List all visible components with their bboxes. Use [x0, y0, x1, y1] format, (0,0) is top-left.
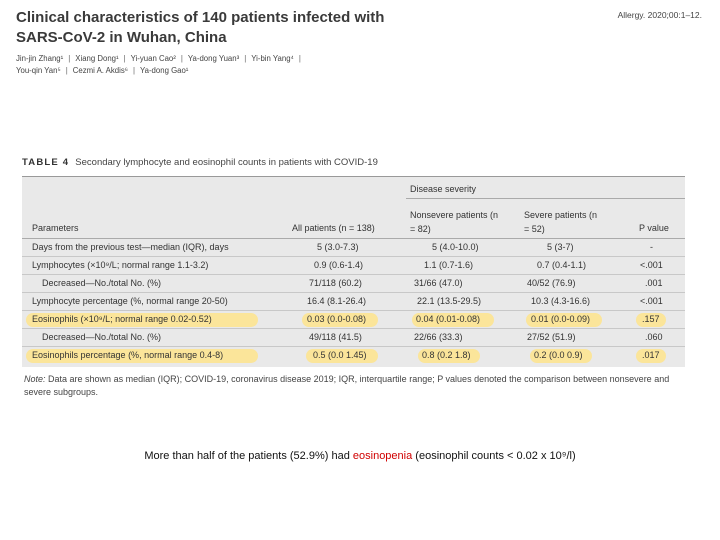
- divider: [22, 328, 685, 329]
- cell-p: .001: [645, 278, 663, 288]
- header-all-patients: All patients (n = 138): [292, 223, 375, 233]
- divider: [22, 256, 685, 257]
- author: Xiang Dong¹: [75, 54, 119, 63]
- cell-param: Decreased—No./total No. (%): [42, 278, 162, 288]
- cell-severe: 40/52 (76.9): [527, 278, 576, 288]
- table-note: [24, 373, 684, 399]
- cell-p: <.001: [640, 296, 663, 306]
- cell-all: 16.4 (8.1-26.4): [307, 296, 367, 306]
- note-text: Data are shown as median (IQR); COVID-19, coronavirus disease 2019; IQR, interquartile range; P values denoted the comparison between nonsevere and severe subgroups.: [24, 374, 670, 397]
- header-p-value: P value: [639, 223, 669, 233]
- separator: |: [123, 54, 126, 63]
- divider: [22, 310, 685, 311]
- table-caption-text: Secondary lymphocyte and eosinophil counts in patients with COVID-19: [75, 157, 378, 168]
- table-caption: [22, 157, 378, 168]
- cell-all: 49/118 (41.5): [309, 332, 362, 342]
- cell-all: 0.9 (0.6-1.4): [314, 260, 364, 270]
- separator: |: [298, 54, 301, 63]
- table-label: TABLE 4: [22, 157, 70, 168]
- journal-citation: Allergy. 2020;00:1–12.: [617, 10, 702, 20]
- cell-param: Eosinophils percentage (%, normal range 0.4-8): [32, 350, 224, 360]
- divider: [22, 238, 685, 239]
- cell-param: Lymphocyte percentage (%, normal range 20-50): [32, 296, 228, 306]
- cell-param: Eosinophils (×10⁹/L; normal range 0.02-0.52): [32, 314, 212, 324]
- header-parameters: Parameters: [32, 223, 79, 233]
- cell-nonsevere: 1.1 (0.7-1.6): [424, 260, 474, 270]
- cell-p: -: [650, 242, 653, 252]
- cell-nonsevere: 5 (4.0-10.0): [432, 242, 479, 252]
- cell-nonsevere: 0.8 (0.2 1.8): [422, 350, 471, 360]
- article-title: Clinical characteristics of 140 patients infected with SARS-CoV-2 in Wuhan, China: [16, 9, 385, 46]
- divider: [406, 198, 685, 199]
- cell-nonsevere: 22/66 (33.3): [414, 332, 463, 342]
- author: Yi-bin Yang⁴: [251, 54, 294, 63]
- author-line-1: [16, 53, 376, 65]
- author: Cezmi A. Akdis⁶: [72, 66, 128, 75]
- cell-severe: 0.7 (0.4-1.1): [537, 260, 587, 270]
- cell-severe: 5 (3-7): [547, 242, 574, 252]
- author: Jin-jin Zhang¹: [16, 54, 64, 63]
- cell-nonsevere: 0.04 (0.01-0.08): [416, 314, 481, 324]
- header-severe: Severe patients (n = 52): [524, 210, 598, 234]
- cell-param: Days from the previous test—median (IQR), days: [32, 242, 229, 252]
- cell-p: <.001: [640, 260, 663, 270]
- summary-text-after: (eosinophil counts < 0.02 x 10⁹/l): [412, 450, 576, 462]
- cell-all: 0.03 (0.0-0.08): [307, 314, 367, 324]
- summary-highlight-term: eosinopenia: [352, 450, 413, 462]
- author-list: [16, 53, 376, 77]
- author: Ya-dong Gao¹: [140, 66, 189, 75]
- cell-p: .157: [642, 314, 660, 324]
- separator: |: [132, 66, 135, 75]
- separator: |: [180, 54, 183, 63]
- cell-severe: 10.3 (4.3-16.6): [531, 296, 591, 306]
- author-line-2: [16, 65, 376, 77]
- cell-nonsevere: 31/66 (47.0): [414, 278, 463, 288]
- divider: [22, 346, 685, 347]
- cell-nonsevere: 22.1 (13.5-29.5): [417, 296, 482, 306]
- author: Yi-yuan Cao²: [130, 54, 176, 63]
- cell-severe: 0.01 (0.0-0.09): [531, 314, 591, 324]
- cell-all: 0.5 (0.0 1.45): [313, 350, 367, 360]
- summary-statement: [0, 450, 720, 462]
- note-label: Note:: [24, 374, 46, 384]
- data-table: [22, 176, 685, 367]
- separator: |: [68, 54, 71, 63]
- separator: |: [244, 54, 247, 63]
- separator: |: [65, 66, 68, 75]
- cell-severe: 0.2 (0.0 0.9): [534, 350, 583, 360]
- group-header-disease-severity: Disease severity: [410, 184, 477, 194]
- cell-severe: 27/52 (51.9): [527, 332, 576, 342]
- divider: [22, 292, 685, 293]
- cell-all: 5 (3.0-7.3): [317, 242, 359, 252]
- summary-text-before: More than half of the patients (52.9%) had: [144, 450, 353, 462]
- author: You-qin Yan⁵: [16, 66, 61, 75]
- author: Ya-dong Yuan³: [187, 54, 240, 63]
- cell-all: 71/118 (60.2): [309, 278, 362, 288]
- header-nonsevere: Nonsevere patients (n = 82): [410, 210, 499, 234]
- cell-p: .017: [642, 350, 660, 360]
- cell-param: Decreased—No./total No. (%): [42, 332, 162, 342]
- cell-p: .060: [645, 332, 663, 342]
- divider: [22, 274, 685, 275]
- cell-param: Lymphocytes (×10⁹/L; normal range 1.1-3.2): [32, 260, 209, 270]
